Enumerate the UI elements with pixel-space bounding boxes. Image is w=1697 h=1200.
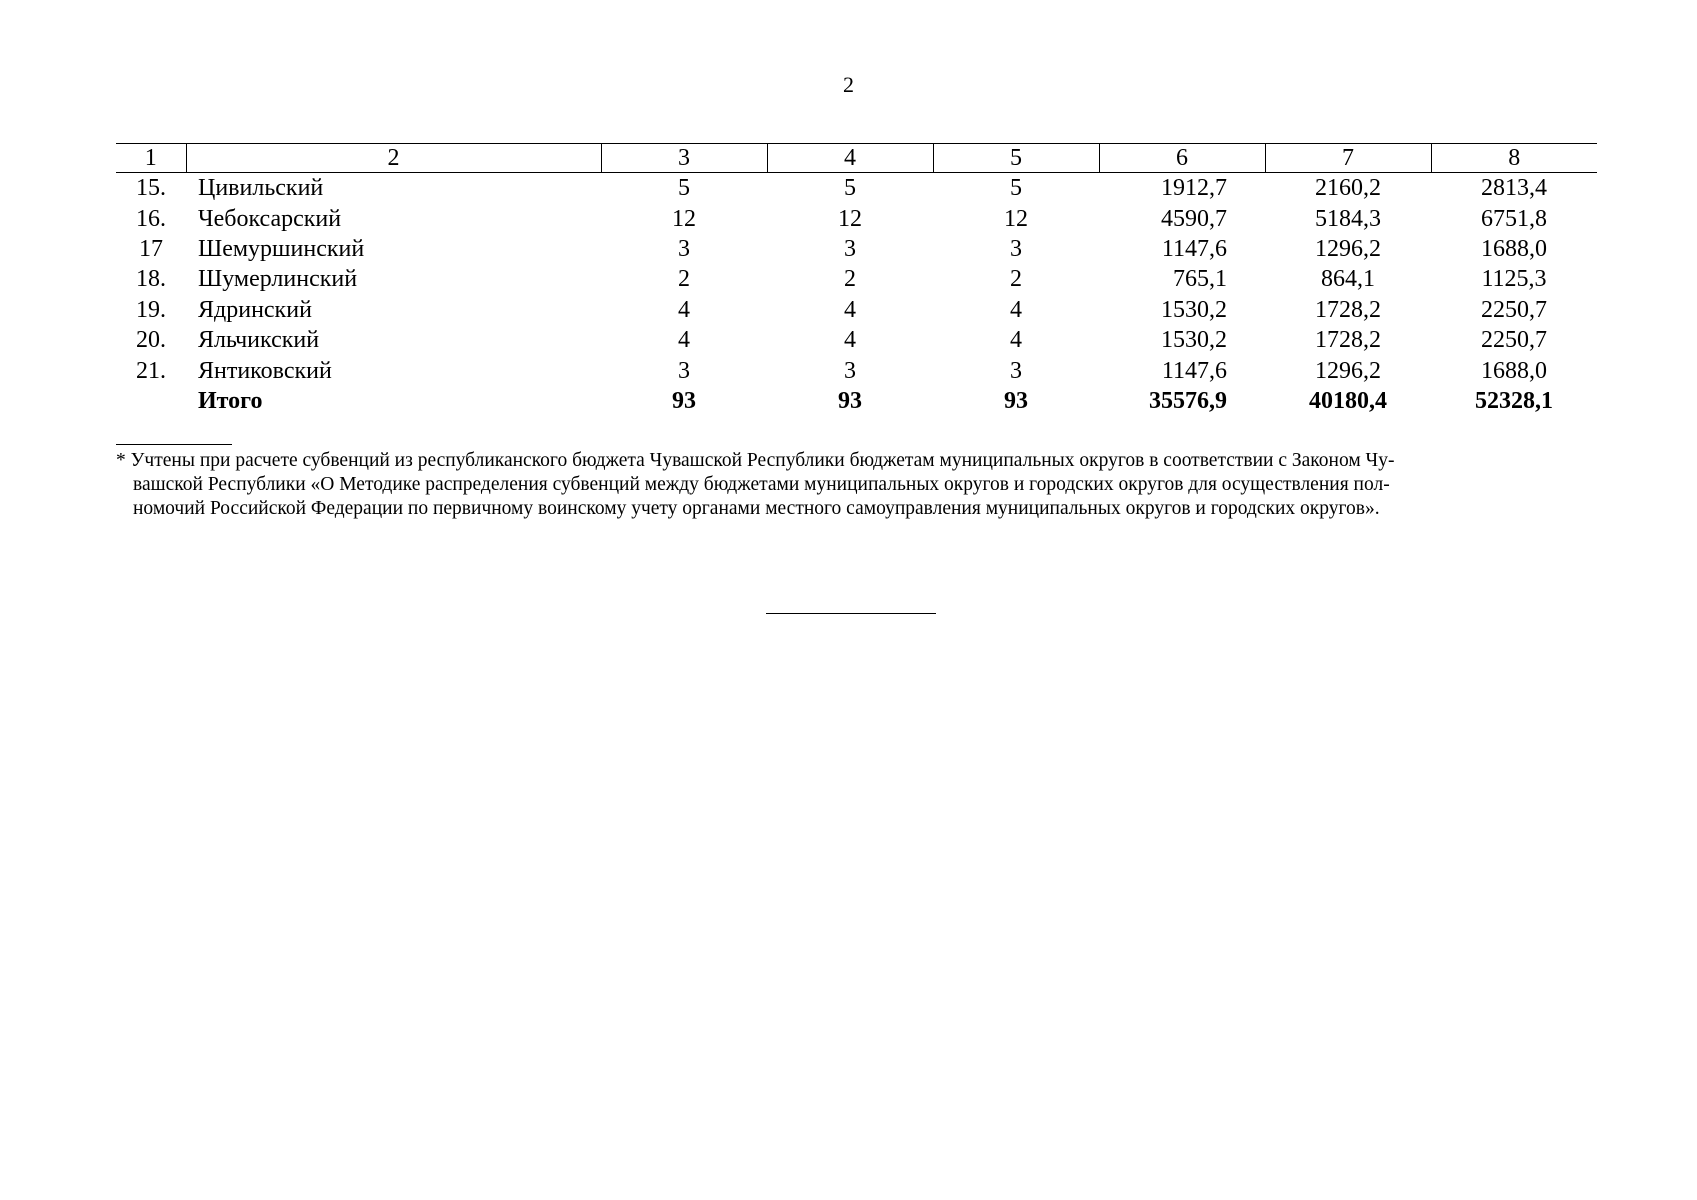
cell-col6: 1912,7	[1161, 175, 1227, 202]
table-row	[116, 234, 1597, 264]
cell-number: 17	[139, 235, 163, 262]
cell-col5: 93	[1004, 387, 1028, 414]
cell-number: 19.	[136, 296, 166, 323]
cell-col7: 1296,2	[1315, 235, 1381, 262]
cell-district: Яльчикский	[198, 327, 320, 354]
cell-col8: 1688,0	[1481, 357, 1547, 384]
cell-col8: 1125,3	[1481, 266, 1547, 293]
cell-col4: 2	[844, 266, 856, 293]
footnote-line: * Учтены при расчете субвенций из республиканского бюджета Чувашской Республики бюджетам муниципальных округов в соответствии с Законом Чу-	[116, 450, 1395, 471]
table-header-row	[116, 144, 1597, 173]
column-header: 6	[1099, 144, 1265, 173]
cell-col7: 1728,2	[1315, 327, 1381, 354]
cell-col8: 1688,0	[1481, 235, 1547, 262]
cell-number: 15.	[136, 175, 166, 202]
data-table	[116, 143, 1597, 416]
cell-col3: 4	[678, 296, 690, 323]
cell-district: Янтиковский	[198, 357, 332, 384]
cell-col6: 35576,9	[1149, 387, 1227, 414]
cell-col6: 765,1	[1173, 266, 1227, 293]
cell-col3: 5	[678, 175, 690, 202]
cell-col7: 864,1	[1321, 266, 1375, 293]
cell-col3: 2	[678, 266, 690, 293]
cell-col3: 12	[672, 205, 696, 232]
cell-col6: 1530,2	[1161, 296, 1227, 323]
footnote-line: вашской Республики «О Методике распределения субвенций между бюджетами муниципальных округов и городских округов для осуществления пол-	[133, 474, 1390, 495]
table-row	[116, 173, 1597, 204]
cell-col4: 3	[844, 235, 856, 262]
cell-district: Итого	[198, 387, 263, 414]
cell-number: 16.	[136, 205, 166, 232]
cell-district: Шемуршинский	[198, 235, 365, 262]
cell-col8: 6751,8	[1481, 205, 1547, 232]
table-row	[116, 295, 1597, 325]
cell-col6: 1147,6	[1161, 235, 1227, 262]
footnote-separator	[116, 444, 232, 445]
cell-col6: 1147,6	[1161, 357, 1227, 384]
cell-col5: 5	[1010, 175, 1022, 202]
cell-col4: 4	[844, 296, 856, 323]
table-body	[116, 173, 1597, 417]
cell-col5: 4	[1010, 327, 1022, 354]
cell-district: Шумерлинский	[198, 266, 358, 293]
cell-district: Ядринский	[198, 296, 312, 323]
cell-col3: 4	[678, 327, 690, 354]
cell-district: Чебоксарский	[198, 205, 342, 232]
cell-col3: 93	[672, 387, 696, 414]
cell-col4: 3	[844, 357, 856, 384]
column-header: 3	[601, 144, 767, 173]
column-header: 5	[933, 144, 1099, 173]
cell-col7: 1296,2	[1315, 357, 1381, 384]
cell-number: 21.	[136, 357, 166, 384]
cell-col5: 2	[1010, 266, 1022, 293]
cell-col7: 2160,2	[1315, 175, 1381, 202]
column-header: 2	[186, 144, 601, 173]
cell-col7: 5184,3	[1315, 205, 1381, 232]
cell-col4: 12	[838, 205, 862, 232]
column-header: 7	[1265, 144, 1431, 173]
column-header: 1	[116, 144, 186, 173]
cell-number: 18.	[136, 266, 166, 293]
table-total-row	[116, 386, 1597, 416]
cell-col8: 2813,4	[1481, 175, 1547, 202]
cell-number: 20.	[136, 327, 166, 354]
table-row	[116, 264, 1597, 294]
table-row	[116, 203, 1597, 233]
cell-col5: 3	[1010, 235, 1022, 262]
page-number: 2	[843, 72, 854, 97]
cell-col3: 3	[678, 235, 690, 262]
end-of-document-rule	[766, 613, 936, 614]
cell-col6: 1530,2	[1161, 327, 1227, 354]
cell-col3: 3	[678, 357, 690, 384]
column-header: 8	[1431, 144, 1597, 173]
cell-col4: 4	[844, 327, 856, 354]
cell-col5: 12	[1004, 205, 1028, 232]
cell-col8: 52328,1	[1475, 387, 1553, 414]
cell-col7: 40180,4	[1309, 387, 1387, 414]
cell-col5: 4	[1010, 296, 1022, 323]
cell-col6: 4590,7	[1161, 205, 1227, 232]
cell-number	[116, 386, 186, 416]
cell-col8: 2250,7	[1481, 296, 1547, 323]
table-row	[116, 355, 1597, 385]
cell-col7: 1728,2	[1315, 296, 1381, 323]
cell-col5: 3	[1010, 357, 1022, 384]
cell-col4: 93	[838, 387, 862, 414]
cell-col8: 2250,7	[1481, 327, 1547, 354]
footnote	[116, 449, 1586, 521]
cell-district: Цивильский	[198, 175, 324, 202]
table-row	[116, 325, 1597, 355]
cell-col4: 5	[844, 175, 856, 202]
column-header: 4	[767, 144, 933, 173]
footnote-line: номочий Российской Федерации по первичному воинскому учету органами местного самоуправления муниципальных округов и городских округов».	[133, 498, 1380, 519]
